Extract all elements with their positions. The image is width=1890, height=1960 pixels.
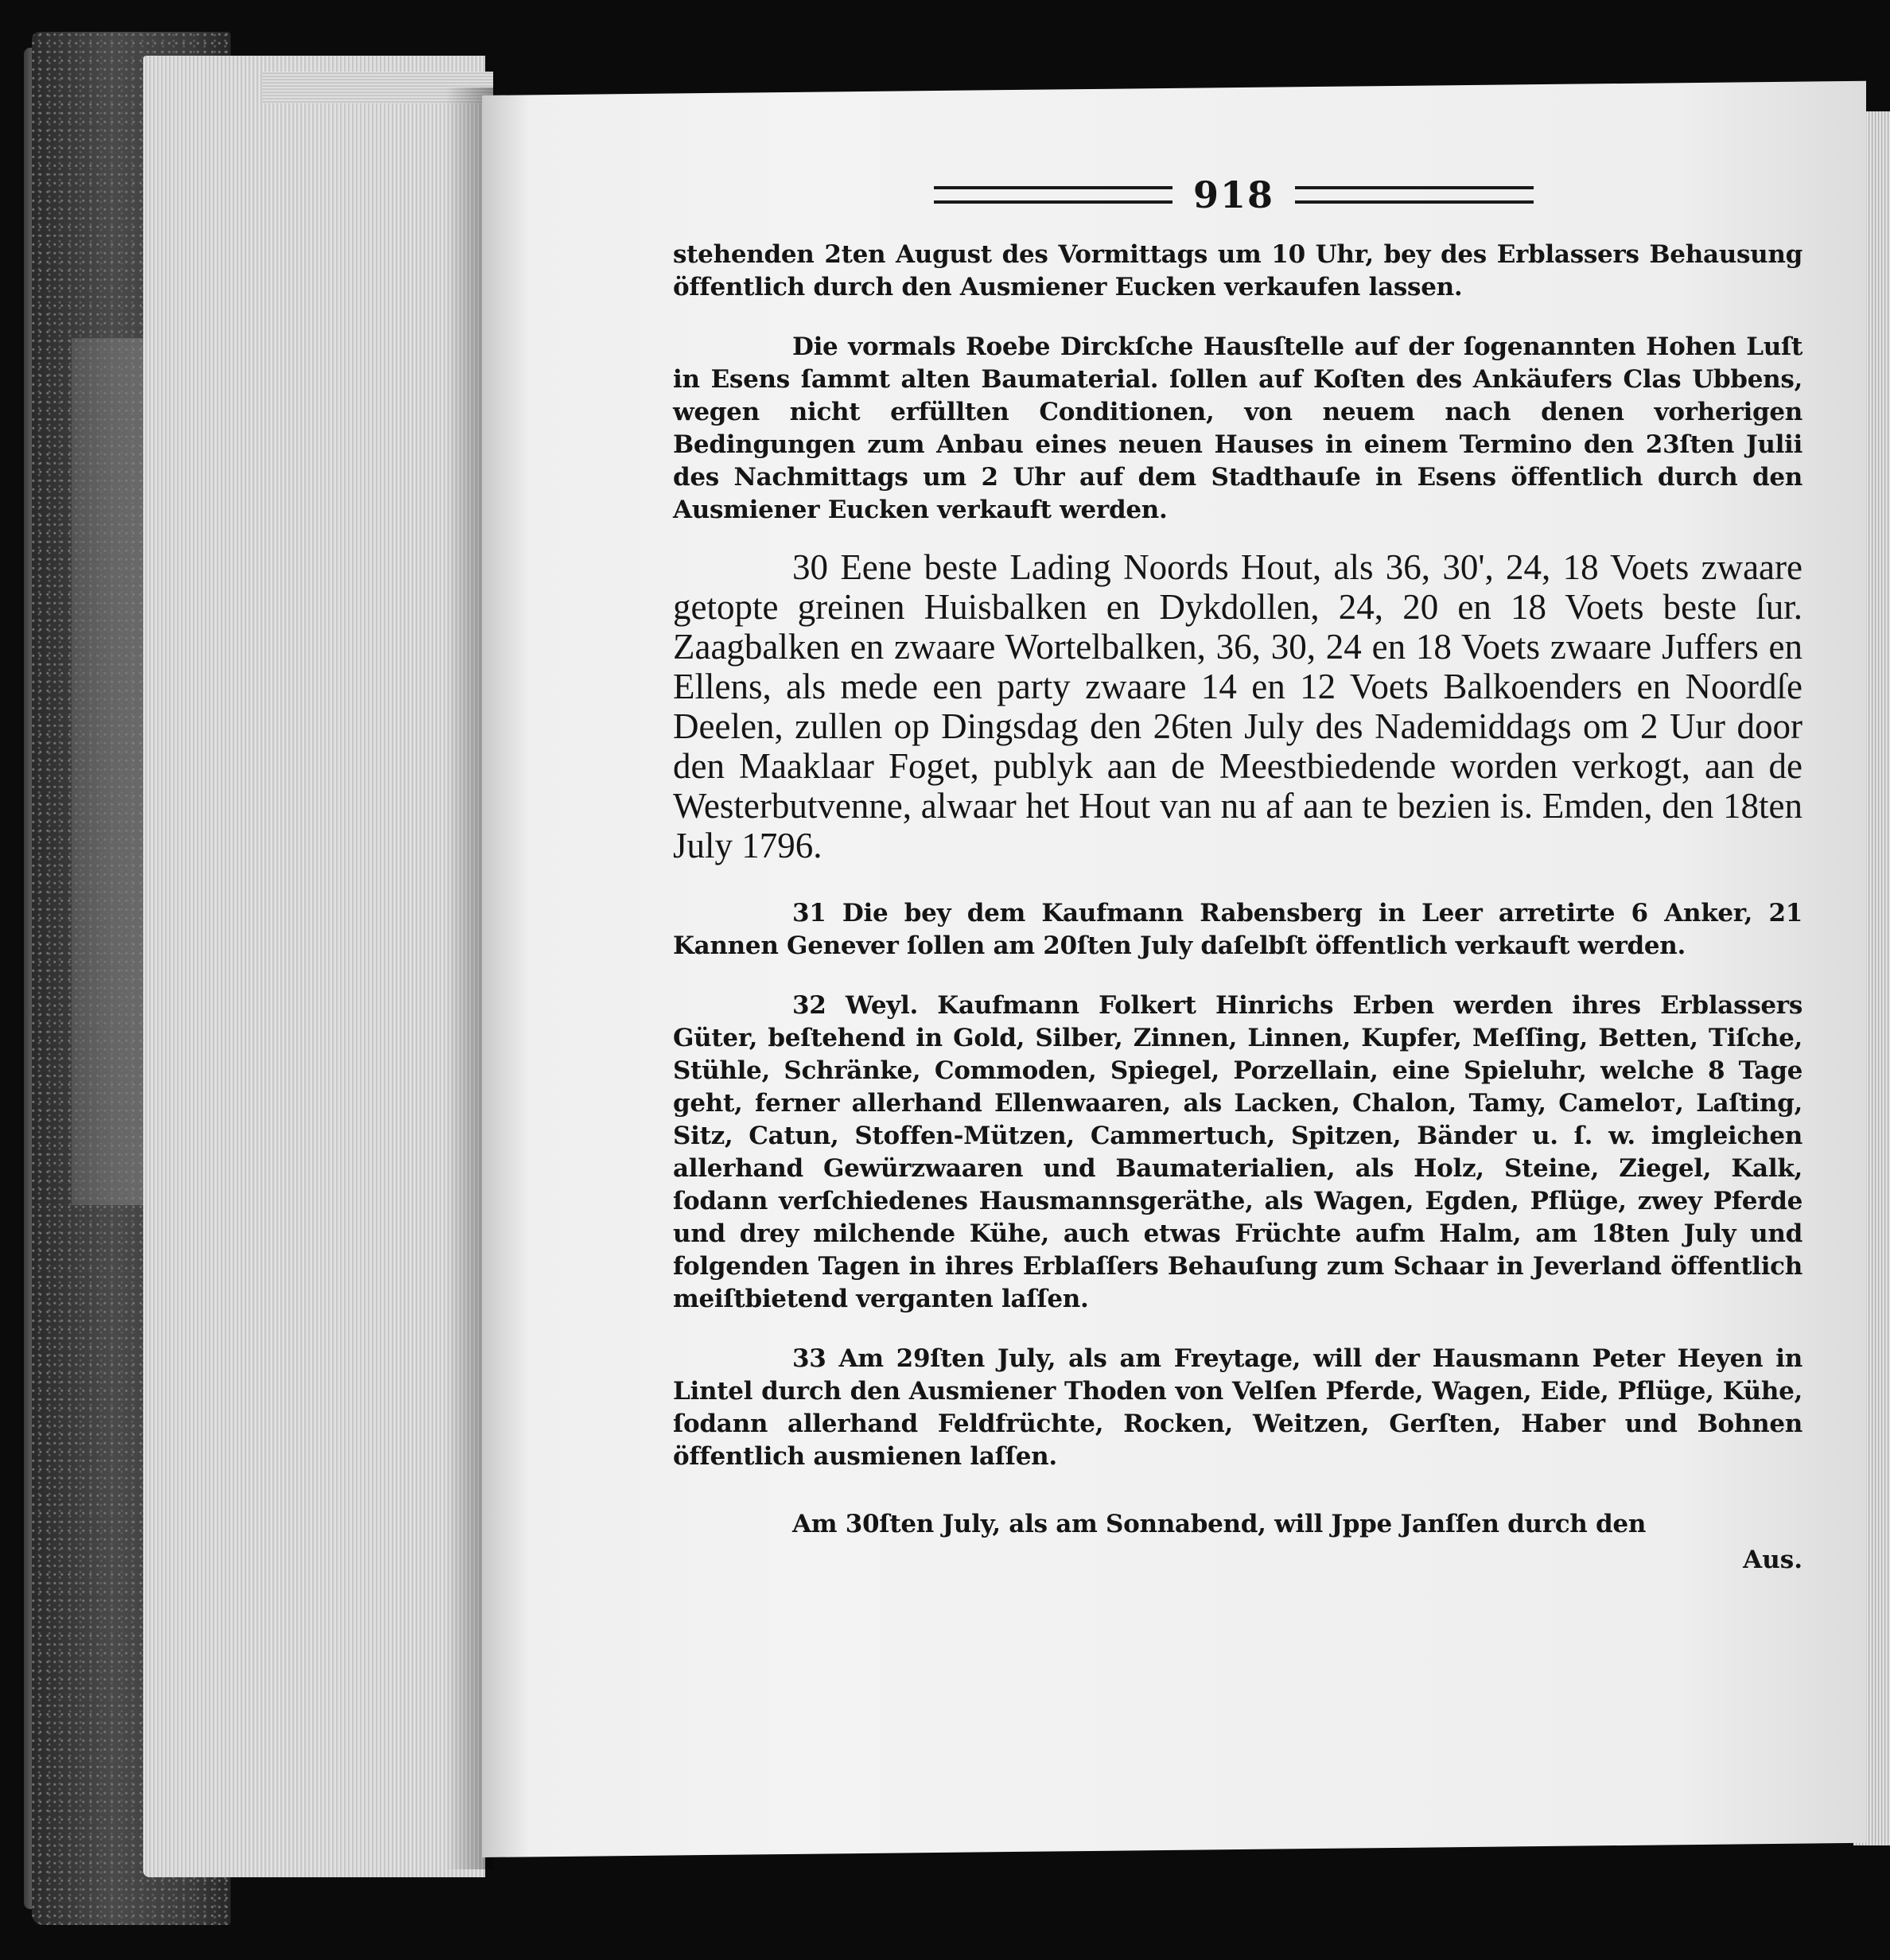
paragraph-last: Am 30ſten July, als am Sonnabend, will Jppe Janſſen durch den — [792, 1510, 1647, 1538]
header-rule-left — [934, 186, 1172, 204]
paragraph-continuation: stehenden 2ten August des Vormittags um 10 Uhr, bey des Erblassers Behausung öffentlich durch den Ausmiener Eucken verkaufen lassen. — [673, 240, 1802, 301]
paragraph-32: 32 Weyl. Kaufmann Folkert Hinrichs Erben werden ihres Erblassers Güter, beſtehend in Gold, Silber, Zinnen, Linnen, Kupfer, Meſſing, Betten, Tiſche, Stühle, Schränke, Commoden, Spiegel, Porzellain, eine Spieluhr, welche 8 Tage geht, ferner allerhand Ellenwaaren, als Lacken, Chalon, Tamy, Cameloт, Laſting, Sitz, Catun, Stoffen-Mützen, Cammertuch, Spitzen, Bänder u. ſ. w. imgleichen allerhand Gewürzwaaren und Baumaterialien, als Holz, Steine, Ziegel, Kalk, ſodann verſchiedenes Hausmannsgeräthe, als Wagen, Egden, Pflüge, zwey Pferde und drey milchende Kühe, auch etwas Früchte aufm Halm, am 18ten July und folgenden Tagen in ihres Erblaſſers Behauſung zum Schaar in Jeverland öffentlich meiſtbietend verganten laſſen. — [673, 991, 1802, 1313]
page-number: 918 — [1192, 173, 1275, 216]
header-rule-right — [1295, 186, 1534, 204]
catchword: Aus. — [1743, 1546, 1802, 1574]
paragraph-31: 31 Die bey dem Kaufmann Rabensberg in Leer arretirte 6 Anker, 21 Kannen Genever ſollen am 20ſten July daſelbſt öffentlich verkauft werden. — [673, 899, 1802, 960]
page-header — [721, 167, 1747, 223]
page-content — [673, 167, 1802, 1574]
page-edges — [143, 56, 485, 1877]
paragraph-33: 33 Am 29ſten July, als am Freytage, will der Hausmann Peter Heyen in Lintel durch den Ausmiener Thoden von Velſen Pferde, Wagen, Eide, Pflüge, Kühe, ſodann allerhand Feldfrüchte, Rocken, Weitzen, Gerſten, Haber und Bohnen öffentlich ausmienen laſſen. — [673, 1344, 1802, 1471]
paragraph-esens: Die vormals Roebe Dirckſche Hausſtelle auf der ſogenannten Hohen Luſt in Esens ſammt alten Baumaterial. ſollen auf Koſten des Ankäufers Clas Ubbens, wegen nicht erfüllten Conditionen, von neuem nach denen vorherigen Bedingungen zum Anbau eines neuen Hauses in einem Termino den 23ſten Julii des Nachmittags um 2 Uhr auf dem Stadthauſe in Esens öffentlich durch den Ausmiener Eucken verkauft werden. — [673, 332, 1802, 524]
paragraph-30: 30 Eene beste Lading Noords Hout, als 36, 30', 24, 18 Voets zwaare getopte greinen Huisbalken en Dykdollen, 24, 20 en 18 Voets beste ſur. Zaagbalken en zwaare Wortelbalken, 36, 30, 24 en 18 Voets zwaare Juffers en Ellens, als mede een party zwaare 14 en 12 Voets Balkoenders en Noordſe Deelen, zullen op Dingsdag den 26ten July des Nademiddags om 2 Uur door den Maaklaar Foget, publyk aan de Meestbiedende worden verkogt, aan de Westerbutvenne, alwaar het Hout van nu af aan te bezien is. Emden, den 18ten July 1796. — [673, 547, 1802, 865]
